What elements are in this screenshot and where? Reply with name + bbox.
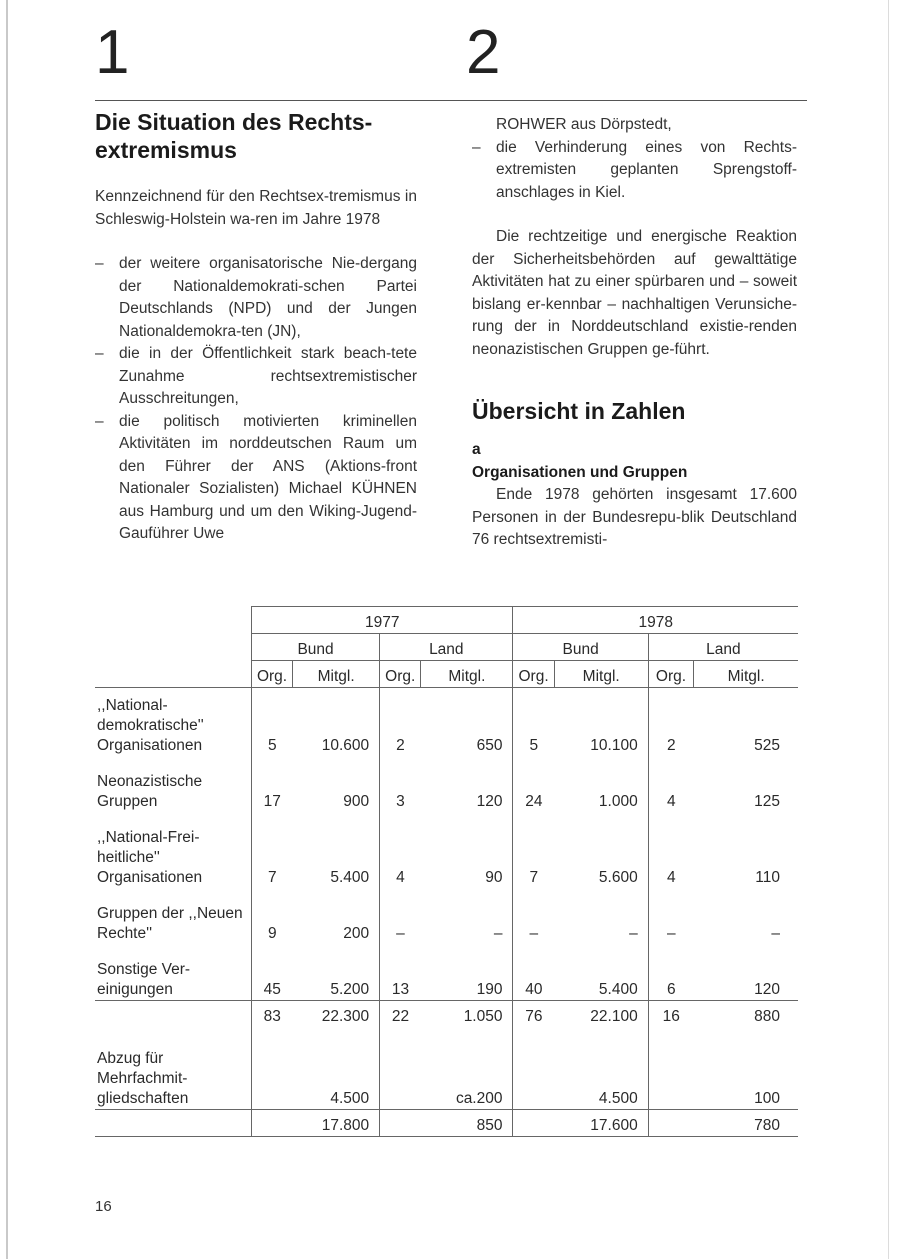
table-header-columns (95, 661, 798, 688)
cell: 2 (648, 688, 694, 757)
statistics-table (95, 606, 798, 1137)
year-1978: 1978 (513, 607, 798, 634)
total-row (95, 1110, 798, 1137)
table-row (95, 812, 798, 888)
cell (380, 1027, 421, 1110)
cell: 24 (513, 756, 554, 812)
page-number: 16 (95, 1198, 112, 1215)
cell: 2 (380, 688, 421, 757)
cell (251, 1027, 292, 1110)
list-item (95, 411, 417, 546)
scan-edge-right (888, 0, 889, 1259)
level-header: Bund (513, 634, 648, 661)
column-header: Mitgl. (293, 661, 380, 688)
cell: 22 (380, 1001, 421, 1028)
column-header: Org. (513, 661, 554, 688)
page-heading: Die Situation des Rechts-extremismus (95, 109, 373, 163)
situation-list-continued (472, 137, 797, 205)
cell: 100 (694, 1027, 798, 1110)
list-item (95, 343, 417, 411)
dash: – (472, 138, 481, 156)
level-header: Land (380, 634, 513, 661)
cell: 4 (648, 812, 694, 888)
cell: 850 (421, 1110, 513, 1137)
list-item (472, 137, 797, 205)
subsection-letter: a (472, 441, 481, 458)
cell: 5 (251, 688, 292, 757)
column-header: Org. (251, 661, 292, 688)
cell: 17.600 (554, 1110, 648, 1137)
level-header: Land (648, 634, 798, 661)
row-label: Neonazistische Gruppen (97, 773, 203, 810)
cell: 10.600 (321, 737, 370, 754)
table-row (95, 944, 798, 1001)
cell: – (629, 925, 638, 942)
row-label: ,,National-Frei-heitliche'' Organisationen (97, 829, 203, 886)
cell (648, 1110, 694, 1137)
left-column (95, 186, 417, 546)
year-1977: 1977 (251, 607, 513, 634)
top-rule (95, 100, 807, 101)
cell: 17.800 (293, 1110, 380, 1137)
intro-paragraph: Kennzeichnend für den Rechtsex-tremismus in Schleswig-Holstein wa-ren im Jahre 1978 (95, 188, 417, 228)
subsection-text: Ende 1978 gehörten insgesamt 17.600 Personen in der Bundesrepu-blik Deutschland 76 rechtsextremisti- (472, 486, 797, 548)
cell: 650 (476, 737, 503, 754)
cell: 120 (694, 944, 798, 1001)
cell: 4 (380, 812, 421, 888)
cell: 9 (251, 888, 292, 944)
cell: 900 (343, 793, 370, 810)
row-label: Sonstige Ver-einigungen (95, 944, 251, 1001)
list-item-text: der weitere organisatorische Nie-dergang der Nationaldemokrati-schen Partei Deutschlands (NPD) und der Jungen Nationaldemokra-ten (JN), (119, 255, 417, 340)
cell (513, 1110, 554, 1137)
cell: 22.100 (590, 1008, 638, 1025)
cell: 17 (251, 756, 292, 812)
cell: 83 (251, 1001, 292, 1028)
cell: 4.500 (554, 1027, 648, 1110)
cell: – (493, 925, 503, 942)
cell: 1.000 (598, 793, 638, 810)
column-header: Org. (380, 661, 421, 688)
dash: – (95, 345, 104, 362)
list-item-text: die Verhinderung eines von Rechts-extremisten geplanten Sprengstoff-anschlages in Kiel. (496, 138, 797, 201)
cell: 125 (754, 793, 780, 810)
scan-edge-left (6, 0, 8, 1259)
deduction-row (95, 1027, 798, 1110)
column-header: Mitgl. (554, 661, 648, 688)
cell: 780 (694, 1110, 798, 1137)
cell: 40 (513, 944, 554, 1001)
cell: – (771, 925, 780, 942)
cell: 5.400 (554, 944, 648, 1001)
table-row (95, 888, 798, 944)
cell: 5 (513, 688, 554, 757)
chapter-number-right: 2 (466, 18, 501, 87)
right-column (472, 114, 797, 552)
chapter-number-left: 1 (95, 18, 130, 87)
cell: 16 (648, 1001, 694, 1028)
column-header: Org. (648, 661, 694, 688)
cell (648, 1027, 694, 1110)
cell: 10.100 (590, 737, 638, 754)
cell: 45 (251, 944, 292, 1001)
cell: 90 (485, 869, 503, 886)
cell: – (380, 888, 421, 944)
row-label: Abzug für Mehrfachmit-gliedschaften (95, 1027, 251, 1110)
cell (380, 1110, 421, 1137)
cell: – (648, 888, 694, 944)
cell: 5.200 (293, 944, 380, 1001)
row-label: ,,National-demokratische'' Organisationen (97, 697, 204, 754)
list-item (95, 253, 417, 343)
table-header-levels (95, 634, 798, 661)
situation-list (95, 253, 417, 546)
cell: 22.300 (321, 1008, 370, 1025)
row-label: Gruppen der ,,Neuen Rechte'' (97, 905, 243, 942)
column-header: Mitgl. (694, 661, 798, 688)
dash: – (95, 412, 104, 430)
cell (251, 1110, 292, 1137)
cell: 4.500 (293, 1027, 380, 1110)
continuation-text: ROHWER aus Dörpstedt, (496, 116, 672, 133)
cell: 1.050 (463, 1008, 503, 1025)
cell: 880 (754, 1008, 780, 1025)
cell: 190 (421, 944, 513, 1001)
subsection-title: Organisationen und Gruppen (472, 463, 688, 481)
cell: 13 (380, 944, 421, 1001)
level-header: Bund (251, 634, 379, 661)
column-header: Mitgl. (421, 661, 513, 688)
dash: – (95, 255, 104, 272)
list-item-text: die in der Öffentlichkeit stark beach-tete Zunahme rechtsextremistischer Ausschreitungen, (119, 345, 417, 407)
cell: 5.400 (330, 869, 370, 886)
section-heading: Übersicht in Zahlen (472, 398, 686, 424)
cell: 120 (476, 793, 503, 810)
cell: 7 (513, 812, 554, 888)
table-row (95, 756, 798, 812)
cell: – (513, 888, 554, 944)
list-item-text: die politisch motivierten kriminellen Aktivitäten im norddeutschen Raum um den Führer der ANS (Aktions-front Nationaler Sozialisten) Michael KÜHNEN aus Hamburg und um den Wiking-Jugend-Gauführer Uwe (119, 412, 417, 542)
table-row (95, 688, 798, 757)
cell: 76 (513, 1001, 554, 1028)
cell: 6 (648, 944, 694, 1001)
cell: 525 (754, 737, 780, 754)
cell (513, 1027, 554, 1110)
cell: 7 (251, 812, 292, 888)
subtotal-row (95, 1001, 798, 1028)
table-header-years (95, 607, 798, 634)
cell: 4 (648, 756, 694, 812)
reaction-paragraph: Die rechtzeitige und energische Reaktion der Sicherheitsbehörden auf gewalttätige Aktivitäten hat zu einer spürbaren und – soweit bislang er-kennbar – nachhaltigen Verunsiche-rung der in Norddeutschland existie-renden neonazistischen Gruppen ge-führt. (472, 228, 797, 358)
cell: 5.600 (598, 869, 638, 886)
cell: 200 (343, 925, 370, 942)
cell: 3 (380, 756, 421, 812)
cell: ca.200 (421, 1027, 513, 1110)
cell: 110 (755, 869, 780, 886)
